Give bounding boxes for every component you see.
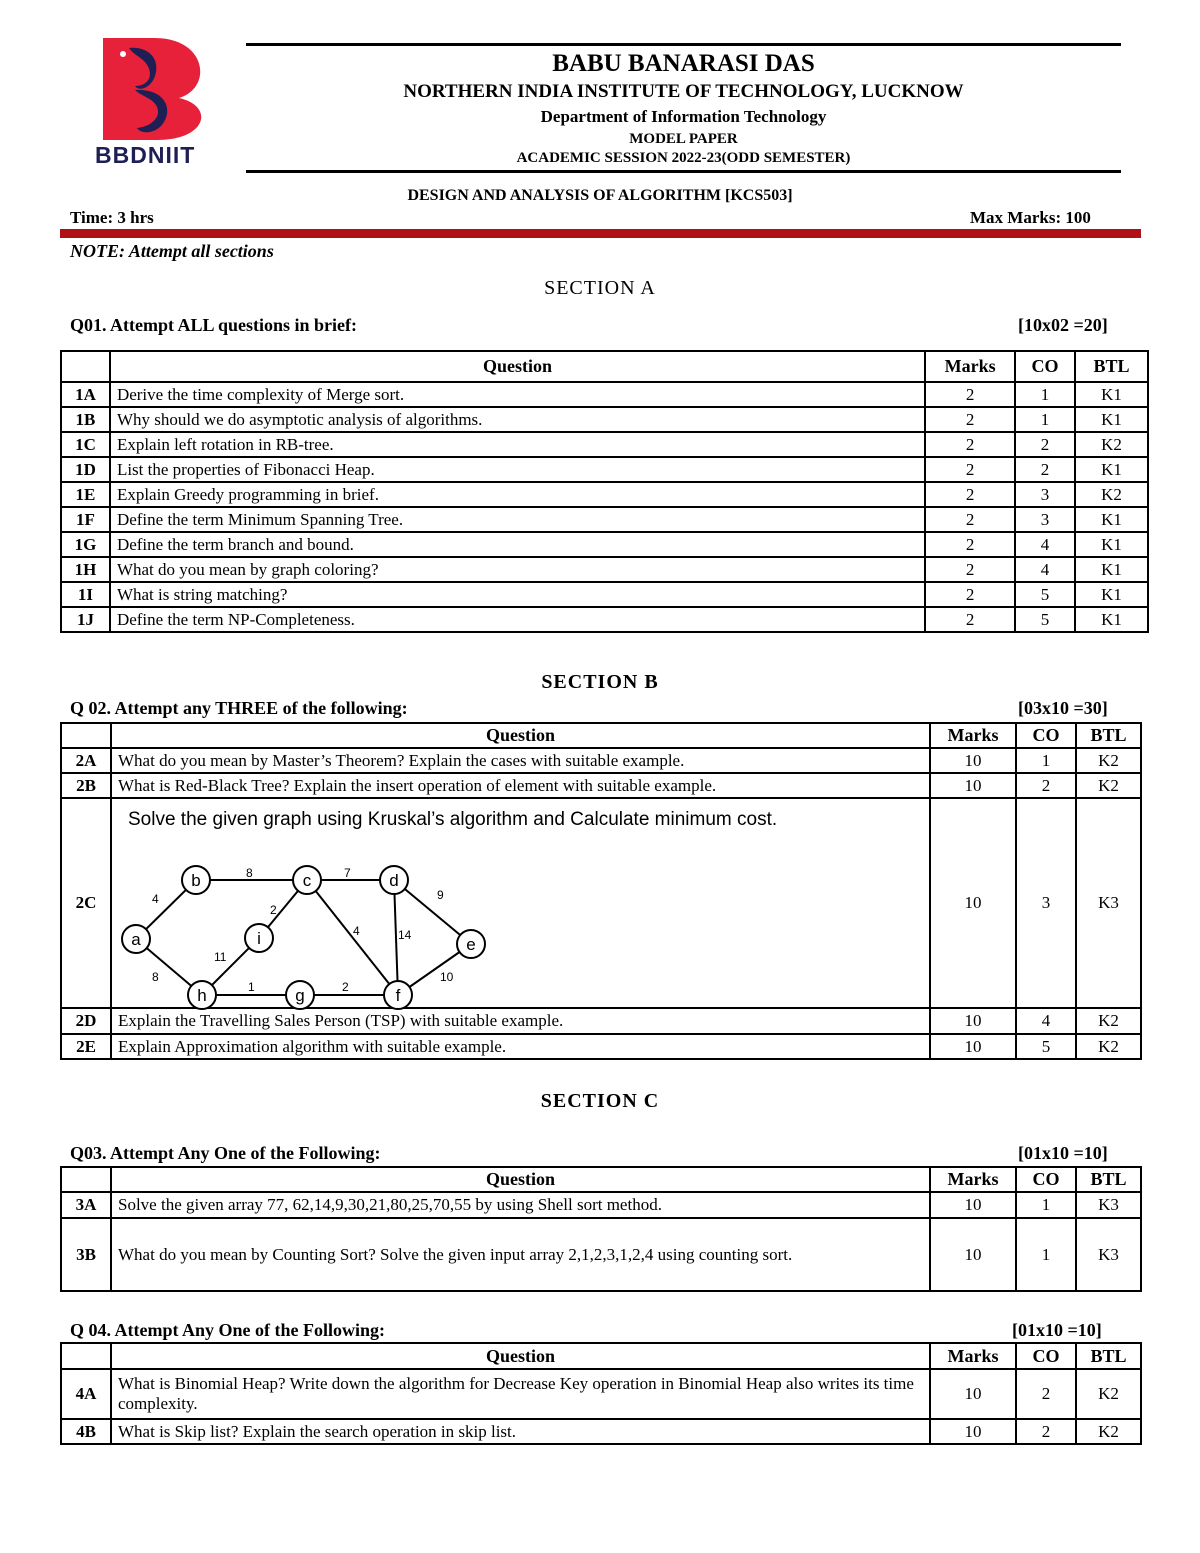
question-co: 1 — [1015, 407, 1075, 432]
question-id: 1G — [61, 532, 110, 557]
question-id: 1I — [61, 582, 110, 607]
question-text: Explain the Travelling Sales Person (TSP) with suitable example. — [111, 1008, 930, 1034]
q3-table — [60, 1166, 1142, 1292]
table-row — [61, 748, 1141, 773]
table-row — [61, 457, 1148, 482]
question-btl: K1 — [1075, 407, 1148, 432]
question-id: 4B — [61, 1419, 111, 1444]
edge-weight: 7 — [344, 866, 351, 880]
question-co: 2 — [1015, 457, 1075, 482]
bbd-logo-icon — [95, 36, 220, 141]
question-text: Explain Greedy programming in brief. — [110, 482, 925, 507]
question-co: 4 — [1015, 557, 1075, 582]
question-btl: K1 — [1075, 557, 1148, 582]
header-marks: Marks — [930, 1343, 1016, 1369]
question-id: 1A — [61, 382, 110, 407]
question-id: 1H — [61, 557, 110, 582]
question-marks: 10 — [930, 1218, 1016, 1291]
question-marks: 2 — [925, 607, 1015, 632]
question-text: Define the term NP-Completeness. — [110, 607, 925, 632]
question-text: Explain left rotation in RB-tree. — [110, 432, 925, 457]
question-co: 2 — [1016, 1369, 1076, 1419]
department-name: Department of Information Technology — [540, 107, 827, 126]
edge-weight: 10 — [440, 970, 454, 984]
institute-subtitle: NORTHERN INDIA INSTITUTE OF TECHNOLOGY, LUCKNOW — [403, 81, 964, 102]
question-id: 2C — [61, 798, 111, 1008]
edge-weight: 8 — [152, 970, 159, 984]
edge-weight: 14 — [398, 928, 412, 942]
question-marks: 10 — [930, 1008, 1016, 1034]
question-marks: 10 — [930, 798, 1016, 1008]
question-id: 1J — [61, 607, 110, 632]
question-marks: 2 — [925, 432, 1015, 457]
table-row — [61, 1419, 1141, 1444]
section-a-title: SECTION A — [544, 277, 656, 299]
table-row — [61, 773, 1141, 798]
question-id: 2A — [61, 748, 111, 773]
exam-time: Time: 3 hrs — [70, 208, 154, 227]
edge-weight: 1 — [248, 980, 255, 994]
node-label: d — [389, 871, 399, 890]
question-marks: 2 — [925, 482, 1015, 507]
section-b-title: SECTION B — [541, 671, 659, 693]
header-btl: BTL — [1075, 351, 1148, 382]
table-row — [61, 1369, 1141, 1419]
header-top-rule — [246, 43, 1121, 46]
paper-type: MODEL PAPER — [629, 131, 738, 147]
edge-weight: 2 — [342, 980, 349, 994]
table-row — [61, 532, 1148, 557]
table-row — [61, 432, 1148, 457]
header-question: Question — [110, 351, 925, 382]
question-btl: K2 — [1076, 773, 1141, 798]
question-id: 2E — [61, 1034, 111, 1059]
question-text: What is Binomial Heap? Write down the algorithm for Decrease Key operation in Binomial Heap also writes its time complexity. — [111, 1369, 930, 1419]
question-text: Derive the time complexity of Merge sort. — [110, 382, 925, 407]
academic-session: ACADEMIC SESSION 2022-23(ODD SEMESTER) — [516, 150, 851, 166]
question-text: What do you mean by graph coloring? — [110, 557, 925, 582]
header-id — [61, 1343, 111, 1369]
node-label: g — [295, 986, 305, 1005]
header-id — [61, 1167, 111, 1192]
question-id: 2D — [61, 1008, 111, 1034]
question-text: What is Skip list? Explain the search operation in skip list. — [111, 1419, 930, 1444]
section-b-marks-scheme: [03x10 =30] — [1018, 698, 1108, 718]
question-co: 2 — [1016, 1419, 1076, 1444]
header-co: CO — [1015, 351, 1075, 382]
header-question: Question — [111, 1343, 930, 1369]
header-marks: Marks — [930, 1167, 1016, 1192]
institute-name: BABU BANARASI DAS — [552, 50, 815, 77]
node-label: a — [131, 930, 141, 949]
edge-weight: 9 — [437, 888, 444, 902]
question-text: What do you mean by Master’s Theorem? Explain the cases with suitable example. — [111, 748, 930, 773]
question-id: 3A — [61, 1192, 111, 1218]
table-row — [61, 1218, 1141, 1291]
question-id: 2B — [61, 773, 111, 798]
question-co: 2 — [1015, 432, 1075, 457]
header-marks: Marks — [930, 723, 1016, 748]
question-marks: 2 — [925, 532, 1015, 557]
question-co: 3 — [1015, 482, 1075, 507]
question-text: Define the term Minimum Spanning Tree. — [110, 507, 925, 532]
question-btl: K3 — [1076, 1192, 1141, 1218]
question-btl: K1 — [1075, 582, 1148, 607]
edge-weight: 8 — [246, 866, 253, 880]
header-bottom-rule — [246, 170, 1121, 173]
q4-table — [60, 1342, 1142, 1445]
header-co: CO — [1016, 1167, 1076, 1192]
section-b-table — [60, 722, 1142, 1060]
header-id — [61, 351, 110, 382]
node-label: e — [466, 935, 476, 954]
section-b-instruction: Q 02. Attempt any THREE of the following: — [70, 698, 408, 718]
note: NOTE: Attempt all sections — [70, 241, 274, 261]
question-co: 4 — [1015, 532, 1075, 557]
question-btl: K2 — [1076, 748, 1141, 773]
node-label: b — [191, 871, 201, 890]
question-btl: K1 — [1075, 507, 1148, 532]
question-co: 5 — [1015, 582, 1075, 607]
header-co: CO — [1016, 723, 1076, 748]
question-btl: K3 — [1076, 798, 1141, 1008]
edge-weight: 4 — [152, 892, 159, 906]
header-btl: BTL — [1076, 1343, 1141, 1369]
question-marks: 2 — [925, 382, 1015, 407]
question-btl: K2 — [1076, 1419, 1141, 1444]
question-btl: K1 — [1075, 532, 1148, 557]
header-btl: BTL — [1076, 1167, 1141, 1192]
table-row — [61, 557, 1148, 582]
question-co: 2 — [1016, 773, 1076, 798]
question-marks: 2 — [925, 557, 1015, 582]
question-text: Explain Approximation algorithm with suitable example. — [111, 1034, 930, 1059]
table-row — [61, 582, 1148, 607]
table-row — [61, 507, 1148, 532]
q4-instruction: Q 04. Attempt Any One of the Following: — [70, 1320, 385, 1340]
question-text: List the properties of Fibonacci Heap. — [110, 457, 925, 482]
header-question: Question — [111, 723, 930, 748]
q3-marks-scheme: [01x10 =10] — [1018, 1143, 1108, 1163]
question-btl: K1 — [1075, 382, 1148, 407]
q4-marks-scheme: [01x10 =10] — [1012, 1320, 1102, 1340]
node-label: c — [302, 871, 312, 890]
question-co: 5 — [1016, 1034, 1076, 1059]
question-btl: K2 — [1076, 1369, 1141, 1419]
question-graph-cell — [111, 798, 930, 1008]
question-marks: 10 — [930, 1369, 1016, 1419]
edge-weight: 2 — [270, 903, 277, 917]
question-id: 1F — [61, 507, 110, 532]
max-marks: Max Marks: 100 — [970, 208, 1091, 227]
question-co: 1 — [1016, 748, 1076, 773]
question-id: 1E — [61, 482, 110, 507]
question-co: 4 — [1016, 1008, 1076, 1034]
question-id: 4A — [61, 1369, 111, 1419]
section-c-title: SECTION C — [540, 1090, 660, 1112]
question-co: 1 — [1015, 382, 1075, 407]
question-co: 1 — [1016, 1218, 1076, 1291]
table-row — [61, 798, 1141, 1008]
header-id — [61, 723, 111, 748]
question-text: What is Red-Black Tree? Explain the insert operation of element with suitable example. — [111, 773, 930, 798]
question-text: Why should we do asymptotic analysis of algorithms. — [110, 407, 925, 432]
question-btl: K1 — [1075, 607, 1148, 632]
question-marks: 2 — [925, 507, 1015, 532]
question-co: 3 — [1016, 798, 1076, 1008]
question-btl: K2 — [1075, 482, 1148, 507]
header-question: Question — [111, 1167, 930, 1192]
table-row — [61, 1034, 1141, 1059]
question-marks: 2 — [925, 582, 1015, 607]
logo-text: BBDNIIT — [95, 142, 196, 168]
question-marks: 10 — [930, 1034, 1016, 1059]
question-text: Solve the given array 77, 62,14,9,30,21,80,25,70,55 by using Shell sort method. — [111, 1192, 930, 1218]
question-marks: 10 — [930, 773, 1016, 798]
red-divider — [60, 229, 1141, 238]
section-a-marks-scheme: [10x02 =20] — [1018, 315, 1108, 335]
table-row — [61, 1008, 1141, 1034]
question-id: 3B — [61, 1218, 111, 1291]
question-marks: 10 — [930, 748, 1016, 773]
question-btl: K1 — [1075, 457, 1148, 482]
table-row — [61, 1192, 1141, 1218]
question-btl: K3 — [1076, 1218, 1141, 1291]
kruskal-graph — [128, 837, 528, 1005]
table-row — [61, 382, 1148, 407]
header-btl: BTL — [1076, 723, 1141, 748]
table-row — [61, 482, 1148, 507]
question-id: 1C — [61, 432, 110, 457]
question-text: Solve the given graph using Kruskal’s algorithm and Calculate minimum cost. — [128, 809, 778, 830]
header-marks: Marks — [925, 351, 1015, 382]
table-row — [61, 607, 1148, 632]
question-btl: K2 — [1076, 1008, 1141, 1034]
q3-instruction: Q03. Attempt Any One of the Following: — [70, 1143, 381, 1163]
question-btl: K2 — [1075, 432, 1148, 457]
question-text: What is string matching? — [110, 582, 925, 607]
question-marks: 2 — [925, 407, 1015, 432]
question-btl: K2 — [1076, 1034, 1141, 1059]
question-text: What do you mean by Counting Sort? Solve the given input array 2,1,2,3,1,2,4 using counting sort. — [111, 1218, 930, 1291]
question-co: 1 — [1016, 1192, 1076, 1218]
table-row — [61, 407, 1148, 432]
question-id: 1B — [61, 407, 110, 432]
node-label: i — [257, 929, 261, 948]
node-label: f — [395, 986, 401, 1005]
question-co: 5 — [1015, 607, 1075, 632]
section-a-instruction: Q01. Attempt ALL questions in brief: — [70, 315, 358, 335]
question-text: Define the term branch and bound. — [110, 532, 925, 557]
node-label: h — [197, 986, 207, 1005]
edge-weight: 11 — [214, 950, 227, 964]
header-co: CO — [1016, 1343, 1076, 1369]
subject-title: DESIGN AND ANALYSIS OF ALGORITHM [KCS503] — [407, 187, 793, 204]
question-marks: 10 — [930, 1192, 1016, 1218]
question-marks: 10 — [930, 1419, 1016, 1444]
question-marks: 2 — [925, 457, 1015, 482]
section-a-table — [60, 350, 1149, 633]
question-co: 3 — [1015, 507, 1075, 532]
edge-weight: 4 — [353, 924, 360, 938]
question-id: 1D — [61, 457, 110, 482]
